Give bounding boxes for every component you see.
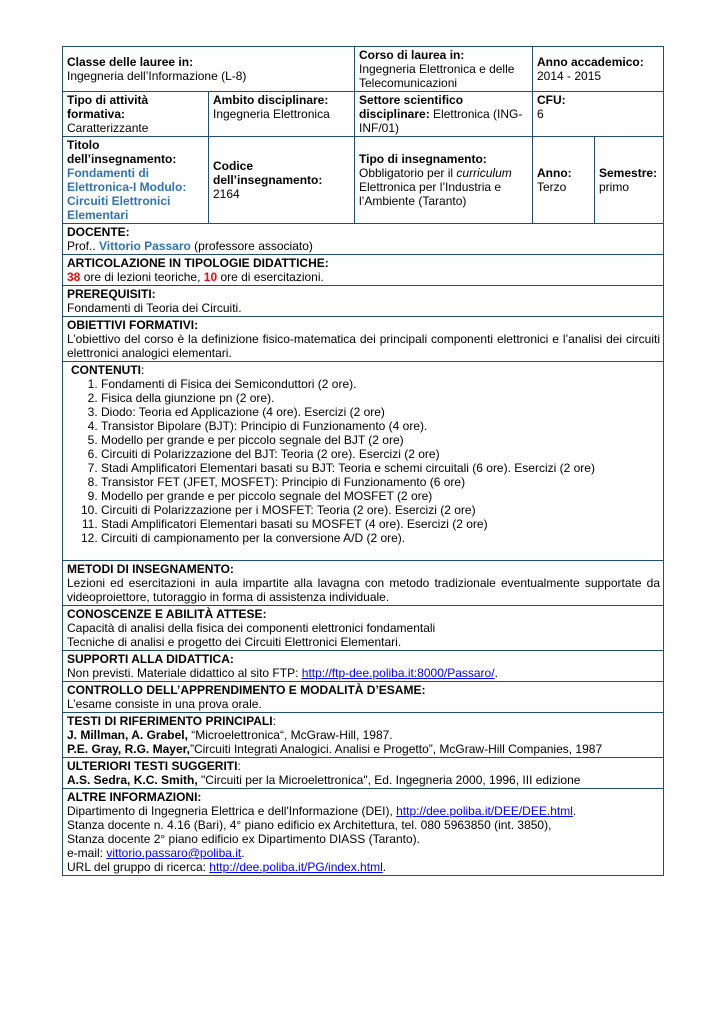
conoscenze-label: CONOSCENZE E ABILITÀ ATTESE: bbox=[67, 607, 267, 621]
prerequisiti-cell bbox=[63, 286, 664, 317]
testi-ref-1-rest: “Microelettronica“, McGraw-Hill, 1987. bbox=[187, 728, 393, 742]
cfu-cell bbox=[533, 92, 664, 137]
classe-label: Classe delle lauree in: bbox=[67, 55, 194, 69]
controllo-row bbox=[63, 682, 664, 713]
cfu-value: 6 bbox=[537, 107, 544, 121]
conoscenze-line-1: Capacità di analisi della fisica dei componenti elettronici fondamentali bbox=[67, 621, 436, 635]
prerequisiti-text: Fondamenti di Teoria dei Circuiti. bbox=[67, 301, 242, 315]
anno-accademico-cell bbox=[533, 47, 664, 92]
obiettivi-label: OBIETTIVI FORMATIVI: bbox=[67, 318, 199, 332]
semestre-value: primo bbox=[599, 180, 630, 194]
contenuti-item: 8. Transistor FET (JFET, MOSFET): Principio di Funzionamento (6 ore) bbox=[101, 475, 660, 489]
contenuti-item: 6. Circuiti di Polarizzazione del BJT: Teoria (2 ore). Esercizi (2 ore) bbox=[101, 447, 660, 461]
research-group-link[interactable]: http://dee.poliba.it/PG/index.html bbox=[209, 860, 383, 874]
supporti-label: SUPPORTI ALLA DIDATTICA: bbox=[67, 652, 234, 666]
ambito-label: Ambito disciplinare: bbox=[213, 93, 329, 107]
ulteriori-heading bbox=[67, 759, 660, 773]
semestre-label: Semestre: bbox=[599, 166, 658, 180]
articolazione-cell bbox=[63, 255, 664, 286]
anno-cell bbox=[533, 137, 595, 224]
supporti-row bbox=[63, 651, 664, 682]
controllo-text: L’esame consiste in una prova orale. bbox=[67, 697, 262, 711]
altre-email-label: e-mail: bbox=[67, 846, 107, 860]
supporti-value bbox=[67, 666, 660, 680]
anno-accademico-value: 2014 - 2015 bbox=[537, 69, 602, 83]
altre-url-end: . bbox=[382, 860, 387, 874]
contenuti-item: 12. Circuiti di campionamento per la conversione A/D (2 ore). bbox=[101, 531, 660, 545]
contenuti-list bbox=[67, 377, 660, 545]
dei-link[interactable]: http://dee.poliba.it/DEE/DEE.html bbox=[396, 804, 573, 818]
obiettivi-cell bbox=[63, 317, 664, 362]
contenuti-item: 4. Transistor Bipolare (BJT): Principio di Funzionamento (4 ore). bbox=[101, 419, 660, 433]
altre-dip-end: . bbox=[572, 804, 577, 818]
contenuti-item: 3. Diodo: Teoria ed Applicazione (4 ore). Esercizi (2 ore) bbox=[101, 405, 660, 419]
conoscenze-row bbox=[63, 606, 664, 651]
ftp-link[interactable]: http://ftp-dee.poliba.it:8000/Passaro/ bbox=[301, 666, 495, 680]
contenuti-item: 9. Modello per grande e per piccolo segnale del MOSFET (2 ore) bbox=[101, 489, 660, 503]
contenuti-cell bbox=[63, 362, 664, 561]
ulteriori-ref bbox=[67, 773, 660, 787]
docente-row bbox=[63, 224, 664, 255]
docente-prefix: Prof.. bbox=[67, 239, 100, 253]
codice-label: Codice dell’insegnamento: bbox=[213, 159, 323, 187]
cfu-label: CFU: bbox=[537, 93, 566, 107]
codice-value: 2164 bbox=[213, 187, 240, 201]
controllo-cell bbox=[63, 682, 664, 713]
testi-colon: : bbox=[272, 714, 276, 728]
contenuti-item: 10. Circuiti di Polarizzazione per i MOSFET: Teoria (2 ore). Esercizi (2 ore) bbox=[101, 503, 660, 517]
semestre-cell bbox=[595, 137, 664, 224]
conoscenze-cell bbox=[63, 606, 664, 651]
header-row-3 bbox=[63, 137, 664, 224]
titolo-value: Fondamenti di Elettronica-I Modulo: Circuiti Elettronici Elementari bbox=[67, 166, 187, 222]
tipo-insegnamento-em: curriculum bbox=[456, 166, 512, 180]
tipo-attivita-cell bbox=[63, 92, 209, 137]
tipo-insegnamento-pre: Obbligatorio per il bbox=[359, 166, 457, 180]
course-table bbox=[62, 46, 664, 876]
altre-email bbox=[67, 846, 660, 860]
metodi-cell bbox=[63, 561, 664, 606]
altre-row bbox=[63, 789, 664, 876]
conoscenze-line-2: Tecniche di analisi e progetto dei Circuiti Elettronici Elementari. bbox=[67, 635, 402, 649]
settore-cell bbox=[355, 92, 533, 137]
ambito-value: Ingegneria Elettronica bbox=[213, 107, 330, 121]
contenuti-row bbox=[63, 362, 664, 561]
docente-value bbox=[67, 239, 660, 253]
hours-exercise: 10 bbox=[203, 270, 218, 284]
altre-stanza-1: Stanza docente n. 4.16 (Bari), 4° piano edificio ex Architettura, tel. 080 5963850 (int. 3850), bbox=[67, 818, 552, 832]
altre-dip bbox=[67, 804, 660, 818]
titolo-cell bbox=[63, 137, 209, 224]
email-link[interactable]: vittorio.passaro@poliba.it bbox=[106, 846, 242, 860]
testi-row bbox=[63, 713, 664, 758]
obiettivi-row bbox=[63, 317, 664, 362]
header-row-2 bbox=[63, 92, 664, 137]
testi-ref-2 bbox=[67, 742, 660, 756]
ulteriori-colon: : bbox=[237, 759, 241, 773]
supporti-text: Non previsti. Materiale didattico al sito FTP: bbox=[67, 666, 302, 680]
contenuti-item: 5. Modello per grande e per piccolo segnale del BJT (2 ore) bbox=[101, 433, 660, 447]
text-theory: ore di lezioni teoriche, bbox=[80, 270, 204, 284]
obiettivi-text: L’obiettivo del corso è la definizione fisico-matematica dei principali componenti elettronici e l’analisi dei circuiti elettronici analogici elementari. bbox=[67, 332, 661, 360]
contenuti-item: 7. Stadi Amplificatori Elementari basati su BJT: Teoria e schemi circuitali (6 ore). Esercizi (2 ore) bbox=[101, 461, 660, 475]
altre-url bbox=[67, 860, 660, 874]
contenuti-item: 2. Fisica della giunzione pn (2 ore). bbox=[101, 391, 660, 405]
ulteriori-cell bbox=[63, 758, 664, 789]
tipo-attivita-label: Tipo di attività formativa: bbox=[67, 93, 149, 121]
metodi-label: METODI DI INSEGNAMENTO: bbox=[67, 562, 234, 576]
articolazione-value bbox=[67, 270, 660, 284]
testi-cell bbox=[63, 713, 664, 758]
altre-url-label: URL del gruppo di ricerca: bbox=[67, 860, 210, 874]
altre-label: ALTRE INFORMAZIONI: bbox=[67, 790, 202, 804]
corso-label: Corso di laurea in: bbox=[359, 48, 465, 62]
testi-ref-2-authors: P.E. Gray, R.G. Mayer, bbox=[67, 742, 190, 756]
ulteriori-row bbox=[63, 758, 664, 789]
codice-cell bbox=[209, 137, 355, 224]
header-row-1 bbox=[63, 47, 664, 92]
testi-ref-2-rest: ”Circuiti Integrati Analogici. Analisi e Progetto”, McGraw-Hill Companies, 1987 bbox=[189, 742, 603, 756]
supporti-end: . bbox=[494, 666, 498, 680]
tipo-attivita-value: Caratterizzante bbox=[67, 121, 149, 135]
controllo-label: CONTROLLO DELL’APPRENDIMENTO E MODALITÀ D’ESAME: bbox=[67, 683, 426, 697]
docente-name: Vittorio Passaro bbox=[99, 239, 191, 253]
testi-label: TESTI DI RIFERIMENTO PRINCIPALI bbox=[67, 714, 273, 728]
contenuti-colon: : bbox=[141, 363, 145, 377]
text-exercise: ore di esercitazioni. bbox=[217, 270, 324, 284]
classe-value: Ingegneria dell’Informazione (L-8) bbox=[67, 69, 247, 83]
course-sheet bbox=[62, 46, 663, 876]
metodi-row bbox=[63, 561, 664, 606]
altre-stanza-2: Stanza docente 2° piano edificio ex Dipartimento DIASS (Taranto). bbox=[67, 832, 420, 846]
anno-label: Anno: bbox=[537, 166, 572, 180]
tipo-insegnamento-label: Tipo di insegnamento: bbox=[359, 152, 487, 166]
contenuti-item: 1. Fondamenti di Fisica dei Semiconduttori (2 ore). bbox=[101, 377, 660, 391]
prerequisiti-label: PREREQUISITI: bbox=[67, 287, 156, 301]
anno-accademico-label: Anno accademico: bbox=[537, 55, 644, 69]
testi-heading bbox=[67, 714, 660, 728]
classe-cell bbox=[63, 47, 355, 92]
ulteriori-label: ULTERIORI TESTI SUGGERITI bbox=[67, 759, 238, 773]
corso-value: Ingegneria Elettronica e delle Telecomunicazioni bbox=[359, 62, 515, 90]
contenuti-label: CONTENUTI bbox=[71, 363, 141, 377]
titolo-label: Titolo dell’insegnamento: bbox=[67, 138, 177, 166]
contenuti-item: 11. Stadi Amplificatori Elementari basati su MOSFET (4 ore). Esercizi (2 ore) bbox=[101, 517, 660, 531]
altre-cell bbox=[63, 789, 664, 876]
altre-dip-text: Dipartimento di Ingegneria Elettrica e dell'Informazione (DEI), bbox=[67, 804, 397, 818]
tipo-insegnamento-post: Elettronica per l’Industria e l’Ambiente (Taranto) bbox=[359, 180, 502, 208]
docente-suffix: (professore associato) bbox=[190, 239, 313, 253]
altre-email-end: . bbox=[241, 846, 245, 860]
testi-ref-1 bbox=[67, 728, 660, 742]
articolazione-label: ARTICOLAZIONE IN TIPOLOGIE DIDATTICHE: bbox=[67, 256, 329, 270]
ulteriori-ref-authors: A.S. Sedra, K.C. Smith, bbox=[67, 773, 198, 787]
corso-cell bbox=[355, 47, 533, 92]
tipo-insegnamento-cell bbox=[355, 137, 533, 224]
metodi-text: Lezioni ed esercitazioni in aula impartite alla lavagna con metodo tradizionale eventualmente supportate da videoproiettore, tutoraggio in forma di assistenza individuale. bbox=[67, 576, 661, 604]
contenuti-heading bbox=[67, 363, 660, 377]
supporti-cell bbox=[63, 651, 664, 682]
hours-theory: 38 bbox=[67, 270, 81, 284]
docente-label: DOCENTE: bbox=[67, 225, 130, 239]
ambito-cell bbox=[209, 92, 355, 137]
docente-cell bbox=[63, 224, 664, 255]
prerequisiti-row bbox=[63, 286, 664, 317]
ulteriori-ref-rest: "Circuiti per la Microelettronica", Ed. Ingegneria 2000, 1996, III edizione bbox=[197, 773, 581, 787]
settore-value: Elettronica (ING-INF/01) bbox=[359, 107, 523, 135]
testi-ref-1-authors: J. Millman, A. Grabel, bbox=[67, 728, 188, 742]
tipo-insegnamento-value bbox=[359, 166, 529, 208]
anno-value: Terzo bbox=[537, 180, 567, 194]
articolazione-row bbox=[63, 255, 664, 286]
settore-label: Settore scientifico disciplinare: bbox=[359, 93, 464, 121]
